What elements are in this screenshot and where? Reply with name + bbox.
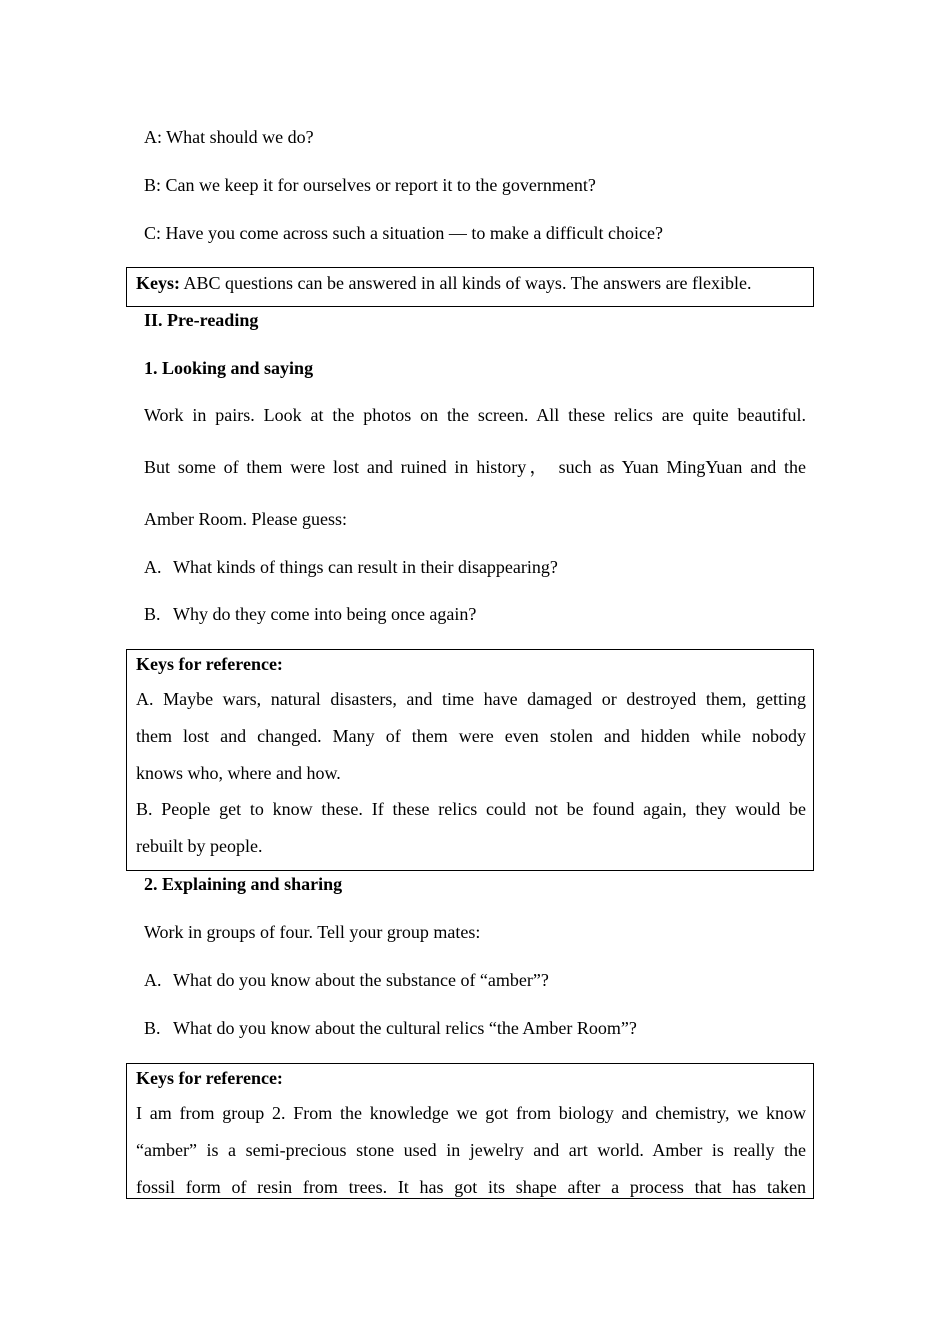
question-text: What kinds of things can result in their disappearing? — [173, 557, 558, 577]
keys-title: Keys for reference: — [136, 1068, 283, 1088]
question-text: What do you know about the cultural relics “the Amber Room”? — [173, 1018, 637, 1038]
question-label: B. — [144, 1018, 161, 1038]
groups-paragraph: Work in groups of four. Tell your group mates: — [144, 922, 481, 942]
keys-line: knows who, where and how. — [136, 763, 341, 783]
keys-box-1 — [126, 267, 814, 307]
keys-line: B. People get to know these. If these relics could not be found again, they would be — [136, 799, 806, 819]
keys-line: “amber” is a semi-precious stone used in jewelry and art world. Amber is really the — [136, 1140, 806, 1160]
keys-line: fossil form of resin from trees. It has got its shape after a process that has taken — [136, 1177, 806, 1197]
para-line-1: Work in pairs. Look at the photos on the screen. All these relics are quite beautiful. — [144, 405, 806, 425]
subsection-title-2: 2. Explaining and sharing — [144, 874, 343, 894]
question-label: B. — [144, 604, 161, 624]
subsection-title-1: 1. Looking and saying — [144, 358, 314, 378]
keys-text: ABC questions can be answered in all kinds of ways. The answers are flexible. — [180, 273, 752, 293]
amber-question-b — [144, 1017, 637, 1039]
keys-label: Keys: — [136, 273, 180, 293]
guess-question-b — [144, 603, 476, 625]
keys-line: A. Maybe wars, natural disasters, and time have damaged or destroyed them, getting — [136, 689, 806, 709]
question-a: A: What should we do? — [144, 127, 314, 147]
keys-line: I am from group 2. From the knowledge we got from biology and chemistry, we know — [136, 1103, 806, 1123]
question-text: What do you know about the substance of “amber”? — [173, 970, 549, 990]
keys-line: rebuilt by people. — [136, 836, 263, 856]
question-c: C: Have you come across such a situation — to make a difficult choice? — [144, 223, 664, 243]
section-title: II. Pre-reading — [144, 310, 259, 330]
keys-line — [136, 272, 806, 294]
keys-line: them lost and changed. Many of them were even stolen and hidden while nobody — [136, 726, 806, 746]
keys-box-3 — [126, 1063, 814, 1199]
keys-title: Keys for reference: — [136, 654, 283, 674]
keys-box-2 — [126, 649, 814, 871]
question-b: B: Can we keep it for ourselves or report it to the government? — [144, 175, 596, 195]
question-label: A. — [144, 970, 162, 990]
amber-question-a — [144, 969, 549, 991]
para-line-3: Amber Room. Please guess: — [144, 509, 347, 529]
question-text: Why do they come into being once again? — [173, 604, 477, 624]
question-label: A. — [144, 557, 162, 577]
para-line-2: But some of them were lost and ruined in history， such as Yuan MingYuan and the — [144, 457, 806, 477]
guess-question-a — [144, 556, 558, 578]
